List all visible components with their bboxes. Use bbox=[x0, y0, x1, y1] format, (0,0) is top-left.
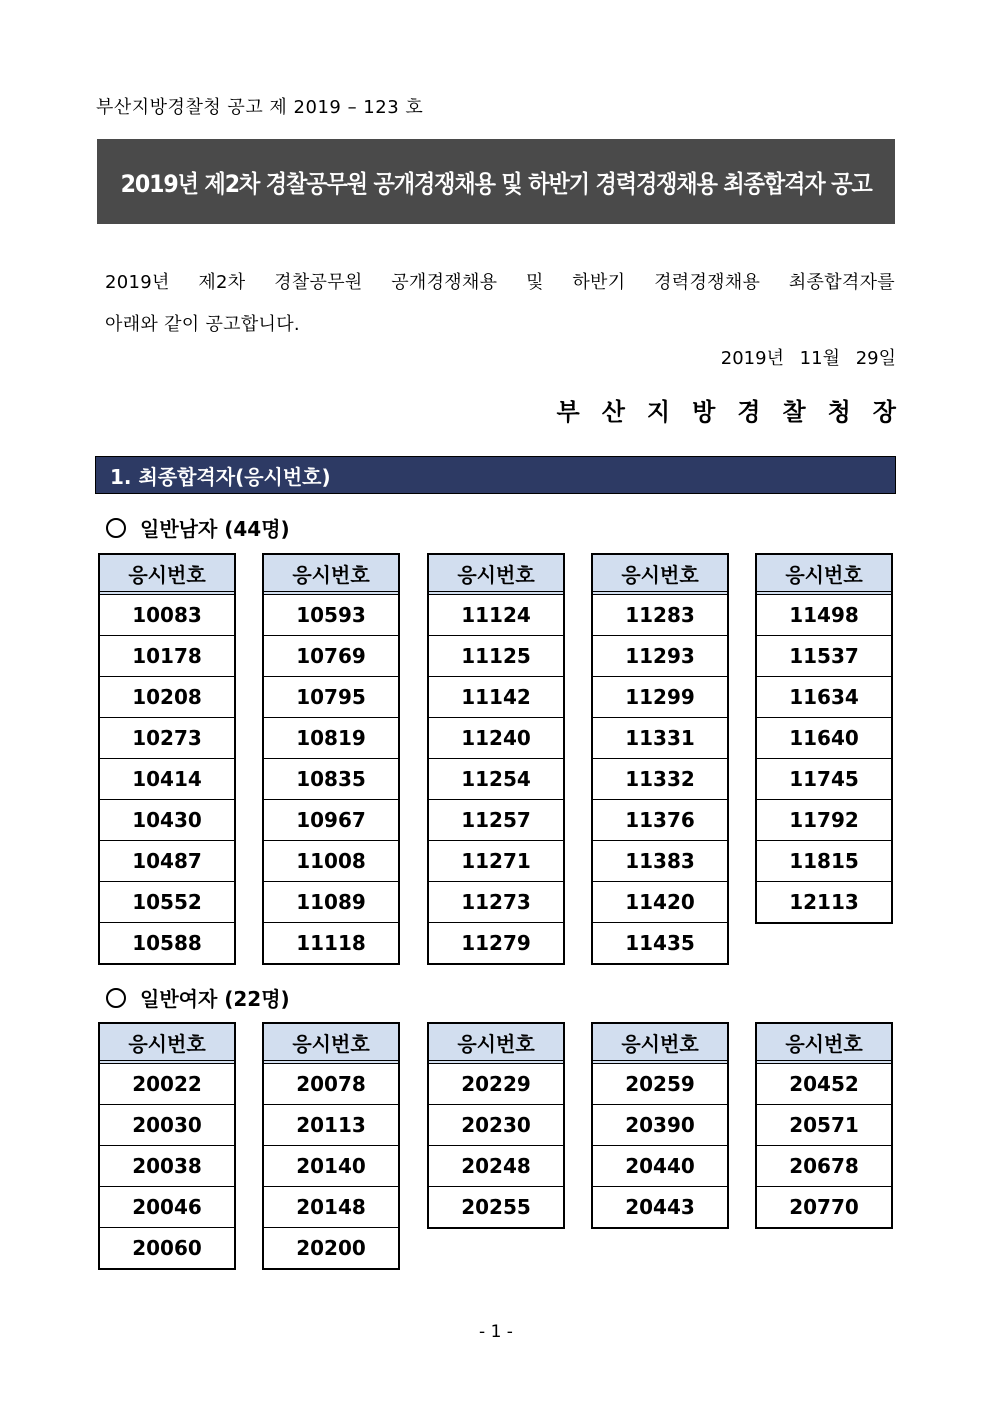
group-title-male bbox=[106, 513, 290, 542]
table-row: 10430 bbox=[100, 799, 234, 840]
table-row: 11279 bbox=[429, 922, 563, 963]
table-row: 10795 bbox=[264, 676, 398, 717]
table-row: 20770 bbox=[757, 1186, 891, 1227]
applicant-number-table bbox=[98, 1022, 236, 1270]
circle-bullet-icon bbox=[106, 518, 126, 538]
table-row: 20078 bbox=[296, 1072, 366, 1096]
table-row: 10552 bbox=[100, 881, 234, 922]
table-row: 11792 bbox=[757, 799, 891, 840]
table-row: 11089 bbox=[264, 881, 398, 922]
table-row: 10593 bbox=[296, 603, 366, 627]
table-row: 12113 bbox=[757, 881, 891, 922]
title-banner bbox=[97, 139, 895, 224]
table-header: 응시번호 bbox=[429, 1024, 563, 1064]
table-row: 11008 bbox=[264, 840, 398, 881]
table-row: 10414 bbox=[100, 758, 234, 799]
notice-date: 2019년 11월 29일 bbox=[720, 348, 896, 369]
table-row: 20452 bbox=[789, 1072, 859, 1096]
table-header: 응시번호 bbox=[593, 555, 727, 595]
table-row: 11815 bbox=[757, 840, 891, 881]
table-row: 20148 bbox=[264, 1186, 398, 1227]
table-header: 응시번호 bbox=[100, 555, 234, 595]
document-title: 2019년 제2차 경찰공무원 공개경쟁채용 및 하반기 경력경쟁채용 최종합격자 공고 bbox=[120, 170, 872, 198]
table-row: 11124 bbox=[461, 603, 531, 627]
group-title-label: 일반남자 (44명) bbox=[140, 517, 290, 541]
applicant-number-table bbox=[427, 553, 565, 965]
table-header: 응시번호 bbox=[757, 555, 891, 595]
table-row: 11299 bbox=[593, 676, 727, 717]
section-title: 1. 최종합격자(응시번호) bbox=[110, 464, 331, 489]
table-row: 10835 bbox=[264, 758, 398, 799]
table-row: 11383 bbox=[593, 840, 727, 881]
table-row: 11118 bbox=[264, 922, 398, 963]
table-header: 응시번호 bbox=[264, 1024, 398, 1064]
table-row: 20030 bbox=[100, 1104, 234, 1145]
circle-bullet-icon bbox=[106, 988, 126, 1008]
table-row: 20440 bbox=[593, 1145, 727, 1186]
table-row: 11125 bbox=[429, 635, 563, 676]
table-row: 11634 bbox=[757, 676, 891, 717]
table-header: 응시번호 bbox=[429, 555, 563, 595]
table-row: 20046 bbox=[100, 1186, 234, 1227]
table-header: 응시번호 bbox=[757, 1024, 891, 1064]
table-row: 11273 bbox=[429, 881, 563, 922]
table-row: 10769 bbox=[264, 635, 398, 676]
table-row: 20038 bbox=[100, 1145, 234, 1186]
table-row: 11331 bbox=[593, 717, 727, 758]
table-row: 20022 bbox=[132, 1072, 202, 1096]
applicant-number-table bbox=[427, 1022, 565, 1229]
table-row: 20200 bbox=[264, 1227, 398, 1268]
table-row: 20678 bbox=[757, 1145, 891, 1186]
applicant-number-table bbox=[591, 1022, 729, 1229]
page-number: - 1 - bbox=[479, 1322, 513, 1342]
applicant-number-table bbox=[755, 553, 893, 924]
section-header bbox=[95, 456, 896, 494]
body-paragraph bbox=[105, 262, 895, 346]
table-header: 응시번호 bbox=[100, 1024, 234, 1064]
table-row: 20255 bbox=[429, 1186, 563, 1227]
table-row: 10967 bbox=[264, 799, 398, 840]
table-row: 11745 bbox=[757, 758, 891, 799]
applicant-number-table bbox=[755, 1022, 893, 1229]
table-header: 응시번호 bbox=[593, 1024, 727, 1064]
table-row: 10588 bbox=[100, 922, 234, 963]
table-row: 11376 bbox=[593, 799, 727, 840]
table-row: 11240 bbox=[429, 717, 563, 758]
table-row: 10178 bbox=[100, 635, 234, 676]
table-row: 20060 bbox=[100, 1227, 234, 1268]
group-title-female bbox=[106, 983, 290, 1012]
table-row: 20229 bbox=[461, 1072, 531, 1096]
table-row: 10487 bbox=[100, 840, 234, 881]
table-row: 10083 bbox=[132, 603, 202, 627]
table-row: 10819 bbox=[264, 717, 398, 758]
table-row: 11293 bbox=[593, 635, 727, 676]
table-row: 20140 bbox=[264, 1145, 398, 1186]
applicant-number-table bbox=[591, 553, 729, 965]
body-line-2: 아래와 같이 공고합니다. bbox=[105, 314, 300, 335]
table-row: 11332 bbox=[593, 758, 727, 799]
group-title-label: 일반여자 (22명) bbox=[140, 987, 290, 1011]
table-row: 11271 bbox=[429, 840, 563, 881]
applicant-number-table bbox=[262, 1022, 400, 1270]
table-row: 20390 bbox=[593, 1104, 727, 1145]
table-row: 10208 bbox=[100, 676, 234, 717]
applicant-number-table bbox=[98, 553, 236, 965]
table-row: 20230 bbox=[429, 1104, 563, 1145]
table-row: 20571 bbox=[757, 1104, 891, 1145]
body-line-1: 2019년 제2차 경찰공무원 공개경쟁채용 및 하반기 경력경쟁채용 최종합격자를 bbox=[105, 272, 895, 293]
table-row: 20113 bbox=[264, 1104, 398, 1145]
table-row: 11640 bbox=[757, 717, 891, 758]
table-row: 11283 bbox=[625, 603, 695, 627]
table-row: 11498 bbox=[789, 603, 859, 627]
table-row: 11420 bbox=[593, 881, 727, 922]
table-row: 20248 bbox=[429, 1145, 563, 1186]
table-row: 11435 bbox=[593, 922, 727, 963]
issuer-name: 부산지방경찰청장 bbox=[556, 398, 918, 426]
table-row: 10273 bbox=[100, 717, 234, 758]
table-header: 응시번호 bbox=[264, 555, 398, 595]
table-row: 11254 bbox=[429, 758, 563, 799]
applicant-number-table bbox=[262, 553, 400, 965]
table-row: 11142 bbox=[429, 676, 563, 717]
table-row: 11257 bbox=[429, 799, 563, 840]
table-row: 11537 bbox=[757, 635, 891, 676]
table-row: 20259 bbox=[625, 1072, 695, 1096]
table-row: 20443 bbox=[593, 1186, 727, 1227]
notice-number: 부산지방경찰청 공고 제 2019 – 123 호 bbox=[96, 97, 424, 118]
